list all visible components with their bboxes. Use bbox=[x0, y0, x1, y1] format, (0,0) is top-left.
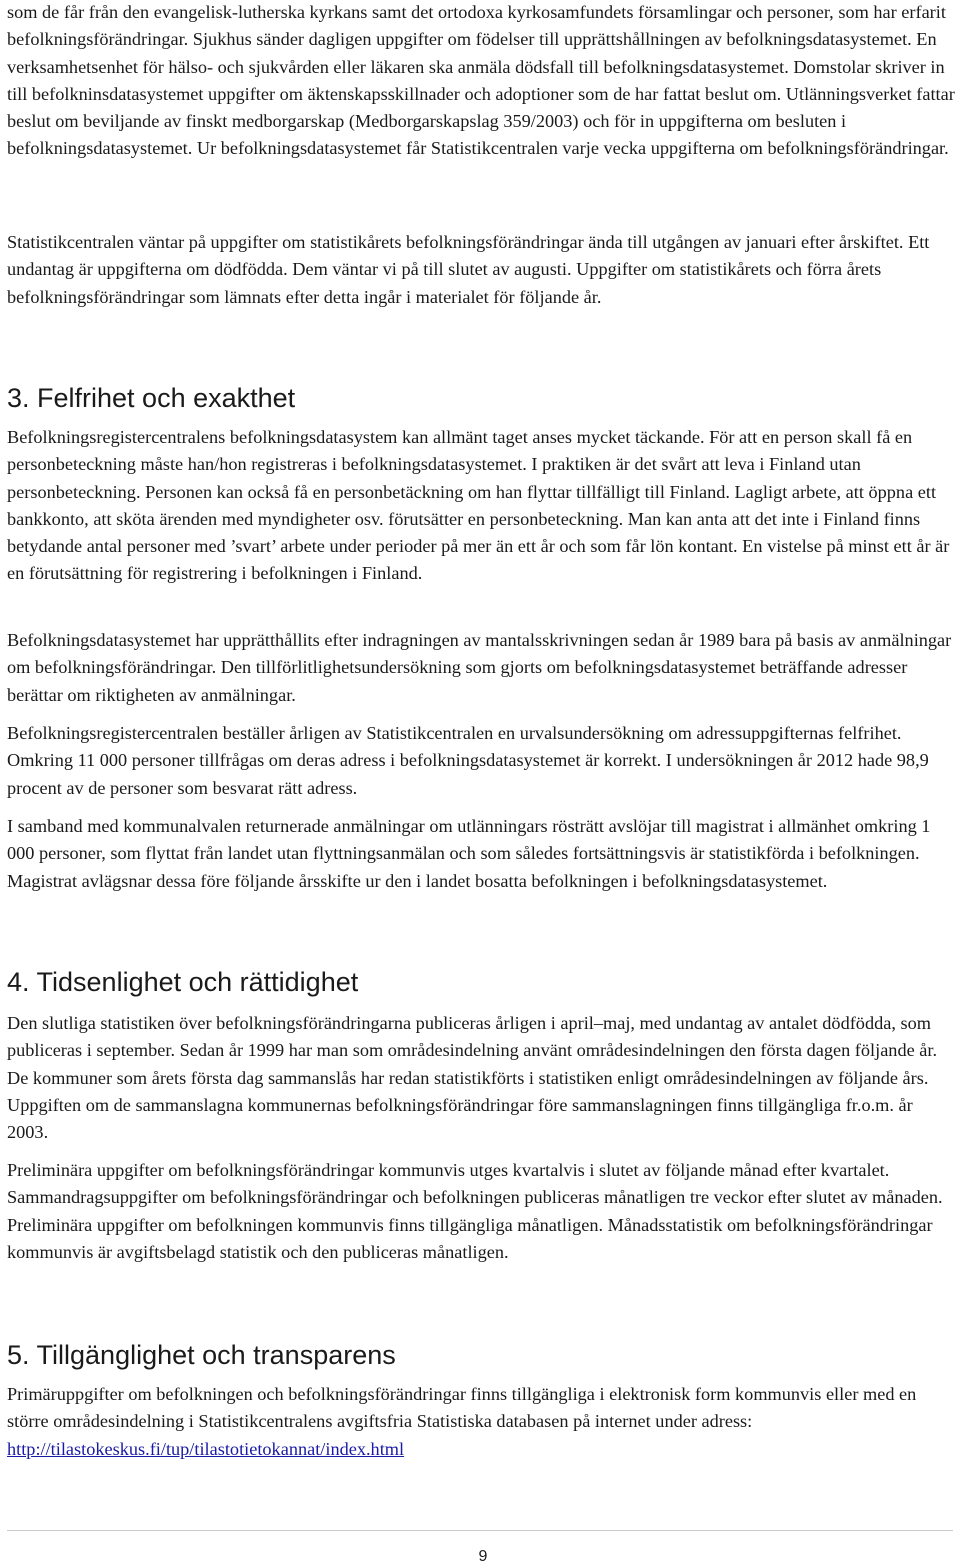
section-3-paragraph-1: Befolkningsregistercentralens befolkningsdatasystem kan allmänt taget anses mycket täckande. För att en person skall få en personbeteckning måste han/hon registreras i befolkningsdatasystemet. I praktiken är det svårt att leva i Finland utan personbeteckning. Personen kan också få en personbetäckning om han flyttar tillfälligt till Finland. Lagligt arbete, att öppna ett bankkonto, att sköta ärenden med myndigheter osv. förutsätter en personbeteckning. Man kan anta att det inte i Finland finns betydande antal personer med ’svart’ arbete under perioder på mer än ett år och som får lön kontant. En vistelse på minst ett år är en förutsättning för registrering i befolkningen i Finland. bbox=[7, 427, 950, 584]
section-4-paragraph-2: Preliminära uppgifter om befolkningsförändringar kommunvis utges kvartalvis i slutet av följande månad efter kvartalet. Sammandragsuppgifter om befolkningsförändringar och befolkningen publiceras månatligen tre veckor efter slutet av månaden. Preliminära uppgifter om befolkningen kommunvis finns tillgängliga månatligen. Månadsstatistik om befolkningsförändringar kommunvis är avgiftsbelagd statistik och den publiceras månatligen. bbox=[7, 1160, 943, 1262]
section-3-paragraph-3: Befolkningsregistercentralen beställer årligen av Statistikcentralen en urvalsundersökning om adressuppgifternas felfrihet. Omkring 11 000 personer tillfrågas om deras adress i befolkningsdatasystemet är korrekt. I undersökningen år 2012 hade 98,9 procent av de personer som besvarat rätt adress. bbox=[7, 723, 929, 798]
section-3-heading: 3. Felfrihet och exakthet bbox=[7, 383, 296, 413]
intro-paragraph-2: Statistikcentralen väntar på uppgifter om statistikårets befolkningsförändringar ända till utgången av januari efter årskiftet. Ett undantag är uppgifterna om dödfödda. Dem väntar vi på till slutet av augusti. Uppgifter om statistikårets och förra årets befolkningsförändringar som lämnats efter detta ingår i materialet för följande år. bbox=[7, 232, 930, 307]
section-4-heading: 4. Tidsenlighet och rättidighet bbox=[7, 967, 359, 997]
section-5-paragraph-text: Primäruppgifter om befolkningen och befolkningsförändringar finns tillgängliga i elektronisk form kommunvis eller med en större områdesindelning i Statistikcentralens avgiftsfria Statistiska databasen på internet under adress: bbox=[7, 1384, 917, 1432]
section-3-paragraph-2: Befolkningsdatasystemet har upprätthållits efter indragningen av mantalsskrivningen sedan år 1989 bara på basis av anmälningar om befolkningsförändringar. Den tillförlitlighetsundersökning som gjorts om befolkningsdatasystemet beträffande adresser berättar om riktigheten av anmälningar. bbox=[7, 630, 952, 705]
intro-paragraph-1: som de får från den evangelisk-lutherska kyrkans samt det ortodoxa kyrkosamfundets församlingar och personer, som har erfarit befolkningsförändringar. Sjukhus sänder dagligen uppgifter om födelser till upprättshållningen av befolkningsdatasystemet. En verksamhetsenhet för hälso- och sjukvården eller läkaren ska anmäla dödsfall till befolkningsdatasystemet. Domstolar skriver in till befolkninsdatasystemet uppgifter om äktenskapsskillnader och adoptioner som de har fattat beslut om. Utlänningsverket fattar beslut om beviljande av finskt medborgarskap (Medborgarskapslag 359/2003) och för in uppgifterna om besluten i befolkningsdatasystemet. Ur befolkningsdatasystemet får Statistikcentralen varje vecka uppgifterna om befolkningsförändringar. bbox=[7, 2, 955, 159]
footer-divider bbox=[7, 1530, 953, 1531]
section-4-paragraph-1: Den slutliga statistiken över befolkningsförändringarna publiceras årligen i april–maj, med undantag av antalet dödfödda, som publiceras i september. Sedan år 1999 har man som områdesindelning använt områdesindelningen den första dagen följande år. De kommuner som årets första dag sammanslås har redan statistikförts i statistiken enligt områdesindelningen av följande års. Uppgiften om de sammanslagna kommunernas befolkningsförändringar före sammanslagningen finns tillgängliga fr.o.m. år 2003. bbox=[7, 1013, 938, 1143]
page-number: 9 bbox=[478, 1548, 488, 1565]
section-3-paragraph-4: I samband med kommunalvalen returnerade anmälningar om utlänningars rösträtt avslöjar till magistrat i allmänhet omkring 1 000 personer, som flyttat från landet utan flyttningsanmälan och som således fortsättningsvis är statistikförda i befolkningen. Magistrat avlägsnar dessa före följande årsskifte ur den i landet bosatta befolkningen i befolkningsdatasystemet. bbox=[7, 816, 931, 891]
section-5-paragraph-1 bbox=[7, 1381, 957, 1463]
section-5-heading: 5. Tillgänglighet och transparens bbox=[7, 1340, 396, 1370]
statistical-database-link[interactable]: http://tilastokeskus.fi/tup/tilastotietokannat/index.html bbox=[7, 1438, 405, 1459]
